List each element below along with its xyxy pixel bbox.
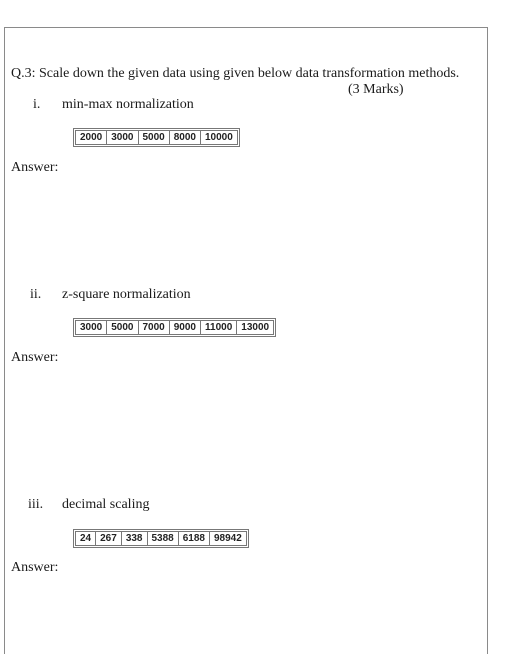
table-row	[76, 532, 247, 546]
table-cell: 5000	[138, 131, 169, 145]
table-cell: 267	[96, 532, 122, 546]
question-frame	[4, 27, 488, 654]
table-row	[76, 131, 238, 145]
data-table-1	[75, 130, 238, 145]
table-cell: 10000	[201, 131, 238, 145]
table-cell: 5388	[147, 532, 178, 546]
item-label-1: min-max normalization	[62, 97, 194, 112]
item-label-3: decimal scaling	[62, 497, 150, 512]
table-cell: 3000	[76, 321, 107, 335]
data-table-3	[75, 531, 247, 546]
table-row	[76, 321, 274, 335]
answer-label-3: Answer:	[11, 560, 59, 575]
table-cell: 6188	[178, 532, 209, 546]
table-cell: 5000	[107, 321, 138, 335]
table-cell: 338	[121, 532, 147, 546]
item-number-1: i.	[33, 97, 41, 112]
table-cell: 9000	[169, 321, 200, 335]
item-number-3: iii.	[28, 497, 44, 512]
table-cell: 13000	[237, 321, 274, 335]
table-cell: 11000	[201, 321, 237, 335]
marks-label: (3 Marks)	[348, 82, 404, 97]
table-cell: 8000	[169, 131, 200, 145]
answer-label-2: Answer:	[11, 350, 59, 365]
data-table-2	[75, 320, 274, 335]
answer-label-1: Answer:	[11, 160, 59, 175]
table-cell: 24	[76, 532, 96, 546]
question-title: Q.3: Scale down the given data using given below data transformation methods.	[11, 66, 460, 81]
item-number-2: ii.	[30, 287, 42, 302]
table-cell: 98942	[210, 532, 247, 546]
table-cell: 2000	[76, 131, 107, 145]
table-cell: 7000	[138, 321, 169, 335]
table-cell: 3000	[107, 131, 138, 145]
item-label-2: z-square normalization	[62, 287, 191, 302]
